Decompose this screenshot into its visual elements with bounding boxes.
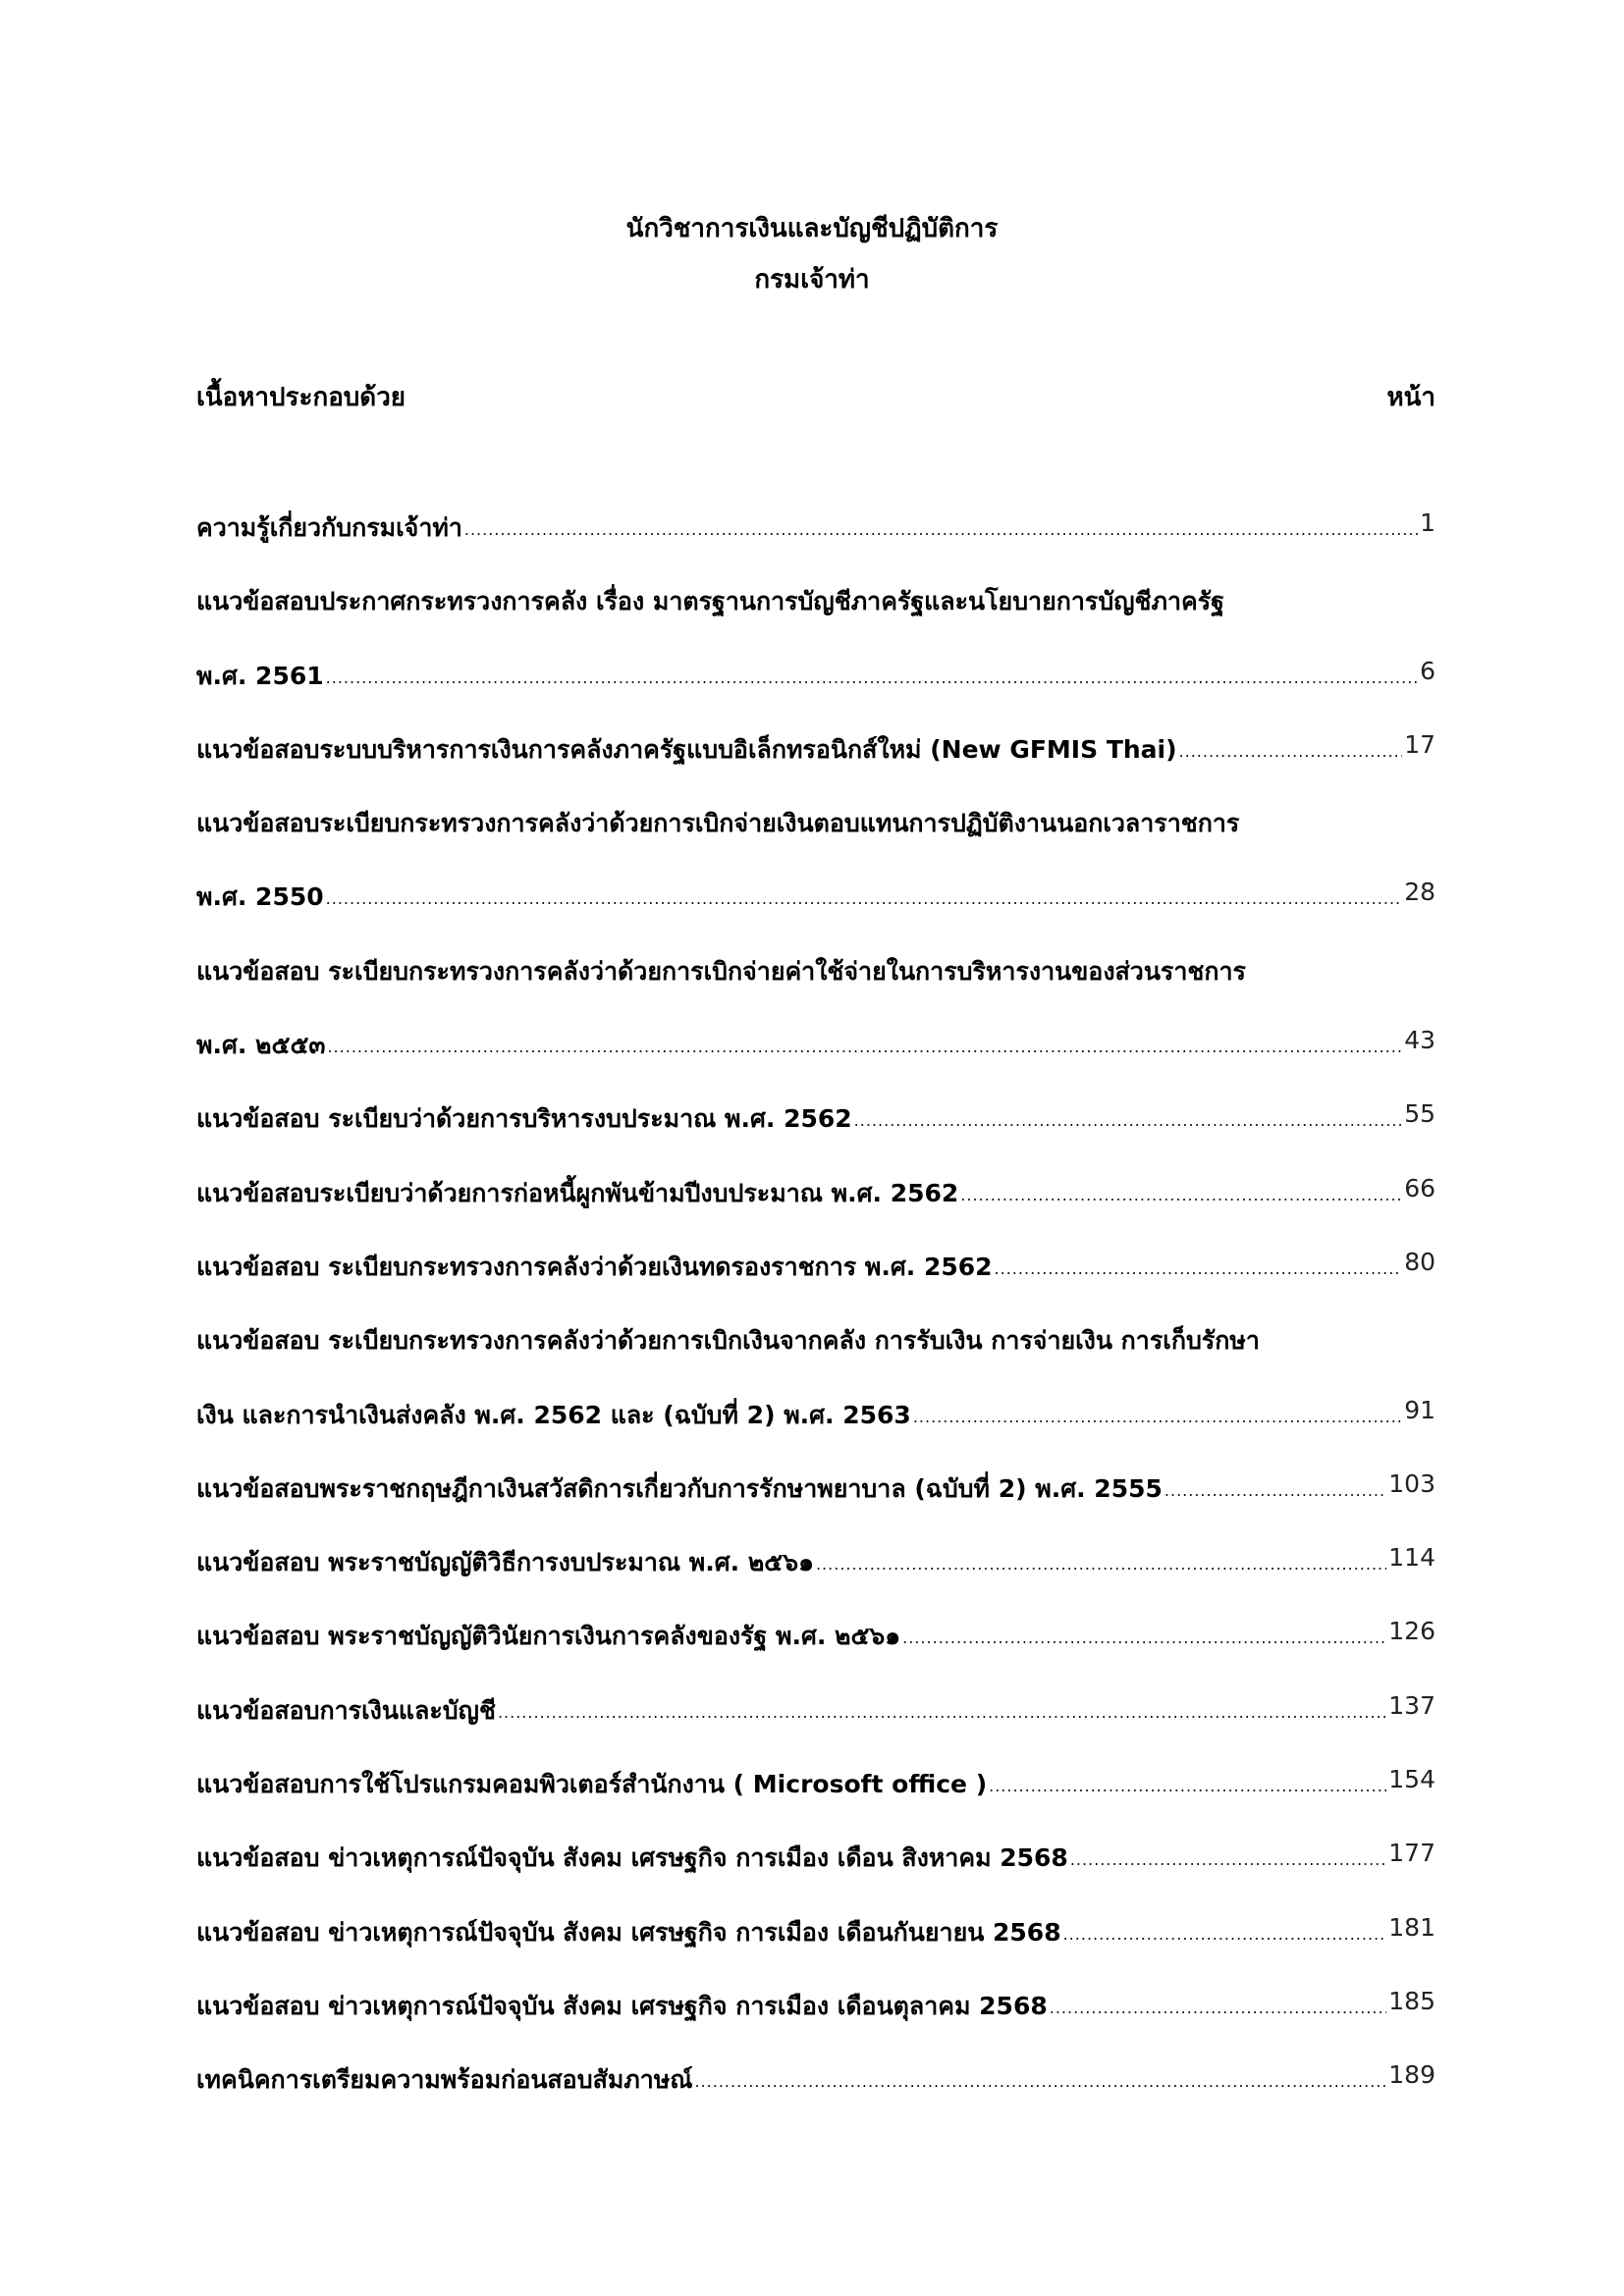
toc-entry-title: แนวข้อสอบระเบียบกระทรวงการคลังว่าด้วยการเบิกจ่ายเงินตอบแทนการปฏิบัติงานนอกเวลาราชการ bbox=[196, 809, 1240, 838]
toc-entry-title: แนวข้อสอบ ข่าวเหตุการณ์ปัจจุบัน สังคม เศรษฐกิจ การเมือง เดือน สิงหาคม 2568 bbox=[196, 1843, 1068, 1873]
dot-leader bbox=[902, 1617, 1386, 1647]
dot-leader bbox=[1063, 1913, 1387, 1944]
toc-page-number: 43 bbox=[1404, 1026, 1435, 1055]
toc-entry[interactable] bbox=[196, 1469, 1435, 1543]
dot-leader bbox=[995, 1248, 1403, 1278]
toc-page-number: 185 bbox=[1388, 1986, 1435, 2015]
dot-leader bbox=[854, 1099, 1403, 1130]
toc-entry[interactable] bbox=[196, 1765, 1435, 1839]
toc-entry[interactable] bbox=[196, 952, 1435, 1026]
toc-entry[interactable] bbox=[196, 582, 1435, 656]
toc-entry[interactable] bbox=[196, 1987, 1435, 2060]
dot-leader bbox=[816, 1543, 1386, 1574]
toc-entry-title: แนวข้อสอบ ระเบียบกระทรวงการคลังว่าด้วยเงินทดรองราชการ พ.ศ. 2562 bbox=[196, 1252, 993, 1281]
toc-entry-title: แนวข้อสอบ ระเบียบกระทรวงการคลังว่าด้วยการเบิกเงินจากคลัง การรับเงิน การจ่ายเงิน การเก็บรักษา bbox=[196, 1326, 1260, 1356]
toc-entry-title: แนวข้อสอบระบบบริหารการเงินการคลังภาครัฐแบบอิเล็กทรอนิกส์ใหม่ (New GFMIS Thai) bbox=[196, 734, 1177, 764]
toc-entry[interactable] bbox=[196, 1321, 1435, 1395]
toc-entry[interactable] bbox=[196, 1691, 1435, 1765]
toc-entry-title: แนวข้อสอบพระราชกฤษฎีกาเงินสวัสดิการเกี่ยวกับการรักษาพยาบาล (ฉบับที่ 2) พ.ศ. 2555 bbox=[196, 1473, 1163, 1503]
dot-leader bbox=[1050, 1987, 1387, 2017]
toc-entry-title: เงิน และการนำเงินส่งคลัง พ.ศ. 2562 และ (ฉบับที่ 2) พ.ศ. 2563 bbox=[196, 1400, 911, 1429]
toc-entry[interactable] bbox=[196, 1099, 1435, 1173]
toc-page-number: 103 bbox=[1388, 1468, 1435, 1498]
toc-entry[interactable] bbox=[196, 804, 1435, 878]
toc-entry-title: พ.ศ. 2550 bbox=[196, 882, 324, 912]
dot-leader bbox=[498, 1691, 1386, 1722]
toc-entry-title: แนวข้อสอบ พระราชบัญญัติวิธีการงบประมาณ พ.ศ. ๒๕๖๑ bbox=[196, 1548, 814, 1577]
toc-entry-title: แนวข้อสอบ พระราชบัญญัติวินัยการเงินการคลังของรัฐ พ.ศ. ๒๕๖๑ bbox=[196, 1622, 901, 1651]
toc-page-number: 80 bbox=[1404, 1247, 1435, 1276]
toc-page-number: 154 bbox=[1388, 1765, 1435, 1794]
toc-entry[interactable] bbox=[196, 508, 1435, 582]
toc-entry-title: ความรู้เกี่ยวกับกรมเจ้าท่า bbox=[196, 513, 462, 542]
toc-page-number: 177 bbox=[1388, 1839, 1435, 1868]
toc-page-number: 66 bbox=[1404, 1173, 1435, 1202]
toc-page-number: 126 bbox=[1388, 1617, 1435, 1646]
toc-page-number: 91 bbox=[1404, 1395, 1435, 1424]
toc-entry[interactable] bbox=[196, 1839, 1435, 1912]
toc-page-number: 181 bbox=[1388, 1912, 1435, 1942]
dot-leader bbox=[695, 2060, 1387, 2091]
toc-entry-title: แนวข้อสอบการเงินและบัญชี bbox=[196, 1695, 496, 1725]
toc-entry[interactable] bbox=[196, 1913, 1435, 1987]
toc-entry[interactable] bbox=[196, 1543, 1435, 1617]
dot-leader bbox=[326, 878, 1403, 908]
toc-entry-title: แนวข้อสอบการใช้โปรแกรมคอมพิวเตอร์สำนักงาน ( Microsoft office ) bbox=[196, 1770, 988, 1799]
toc-entry[interactable] bbox=[196, 1248, 1435, 1321]
contents-heading: เนื้อหาประกอบด้วย bbox=[196, 383, 406, 412]
toc-entry-title: แนวข้อสอบ ข่าวเหตุการณ์ปัจจุบัน สังคม เศรษฐกิจ การเมือง เดือนกันยายน 2568 bbox=[196, 1917, 1061, 1947]
dot-leader bbox=[1164, 1469, 1386, 1500]
toc-entry-continuation[interactable] bbox=[196, 657, 1435, 730]
dot-leader bbox=[1070, 1839, 1386, 1869]
dot-leader bbox=[1179, 730, 1403, 761]
dot-leader bbox=[913, 1396, 1402, 1426]
toc-entry-continuation[interactable] bbox=[196, 1026, 1435, 1099]
document-title: นักวิชาการเงินและบัญชีปฏิบัติการ bbox=[625, 214, 999, 243]
toc-entry-title: แนวข้อสอบประกาศกระทรวงการคลัง เรื่อง มาตรฐานการบัญชีภาครัฐและนโยบายการบัญชีภาครัฐ bbox=[196, 587, 1224, 616]
toc-entry-title: พ.ศ. 2561 bbox=[196, 661, 324, 690]
toc-entry-title: เทคนิคการเตรียมความพร้อมก่อนสอบสัมภาษณ์ bbox=[196, 2065, 693, 2095]
toc-entry[interactable] bbox=[196, 1617, 1435, 1690]
toc-page-number: 114 bbox=[1388, 1543, 1435, 1573]
toc-entry[interactable] bbox=[196, 730, 1435, 804]
table-of-contents bbox=[196, 508, 1435, 2135]
toc-page-number: 55 bbox=[1404, 1099, 1435, 1129]
toc-page-number: 17 bbox=[1404, 729, 1435, 759]
toc-entry-continuation[interactable] bbox=[196, 1396, 1435, 1469]
toc-page-number: 28 bbox=[1404, 878, 1435, 907]
dot-leader bbox=[464, 508, 1418, 539]
toc-entry-title: แนวข้อสอบ ข่าวเหตุการณ์ปัจจุบัน สังคม เศรษฐกิจ การเมือง เดือนตุลาคม 2568 bbox=[196, 1991, 1048, 2020]
document-subtitle: กรมเจ้าท่า bbox=[754, 265, 870, 294]
dot-leader bbox=[989, 1765, 1386, 1795]
toc-entry-continuation[interactable] bbox=[196, 878, 1435, 951]
toc-page-number: 189 bbox=[1388, 2060, 1435, 2090]
toc-page-number: 137 bbox=[1388, 1690, 1435, 1720]
page-column-heading: หน้า bbox=[1386, 383, 1435, 412]
toc-entry-title: พ.ศ. ๒๕๕๓ bbox=[196, 1031, 326, 1060]
toc-page-number: 6 bbox=[1420, 656, 1435, 685]
toc-entry-title: แนวข้อสอบ ระเบียบกระทรวงการคลังว่าด้วยการเบิกจ่ายค่าใช้จ่ายในการบริหารงานของส่วนราชการ bbox=[196, 956, 1246, 986]
toc-entry[interactable] bbox=[196, 1174, 1435, 1248]
toc-entry[interactable] bbox=[196, 2060, 1435, 2134]
dot-leader bbox=[326, 657, 1418, 687]
toc-page-number: 1 bbox=[1420, 508, 1435, 537]
dot-leader bbox=[960, 1174, 1402, 1204]
dot-leader bbox=[327, 1026, 1402, 1056]
toc-entry-title: แนวข้อสอบ ระเบียบว่าด้วยการบริหารงบประมาณ พ.ศ. 2562 bbox=[196, 1104, 852, 1134]
toc-entry-title: แนวข้อสอบระเบียบว่าด้วยการก่อหนี้ผูกพันข้ามปีงบประมาณ พ.ศ. 2562 bbox=[196, 1178, 959, 1207]
